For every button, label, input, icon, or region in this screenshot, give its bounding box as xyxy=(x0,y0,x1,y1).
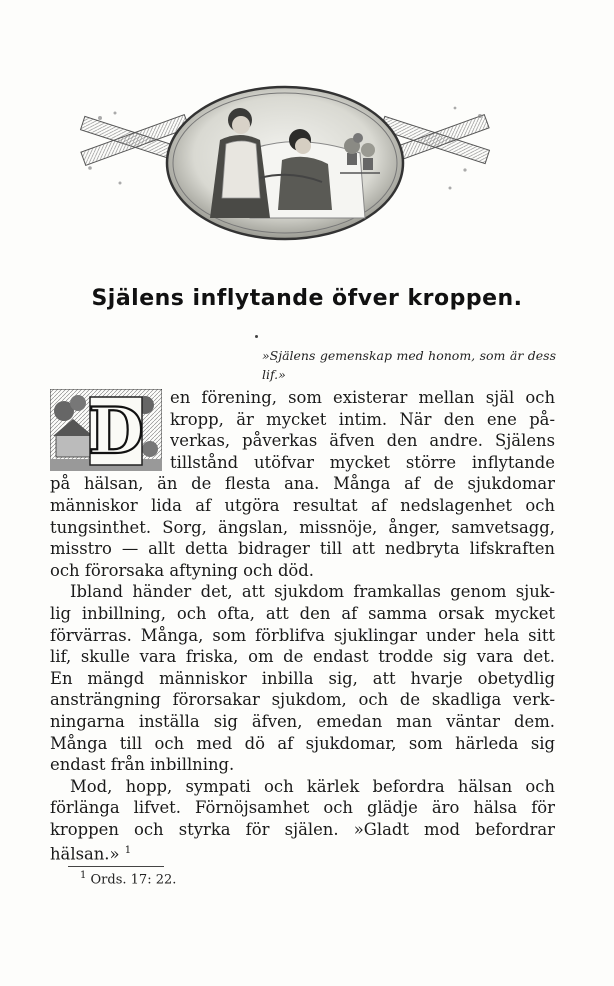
text-line: förlänga lifvet. Förnöjsamhet och glädje äro hälsa för xyxy=(50,798,555,818)
body-text xyxy=(50,387,555,862)
text-line: kroppen och styrka för själen. »Gladt mod befordrar xyxy=(50,819,555,839)
text-line: En mängd människor inbilla sig, att hvarje obetydlig xyxy=(50,668,555,688)
text-line: lif, skulle vara friska, om de endast trodde sig vara det. xyxy=(50,647,555,667)
footnote xyxy=(80,870,176,887)
text-line: ningarna inställa sig äfven, emedan man väntar dem. xyxy=(50,711,555,731)
text-line: misstro — allt detta bidrager till att nedbryta lifskraften xyxy=(50,539,555,559)
text-line: på hälsan, än de flesta ana. Många af de sjukdomar xyxy=(50,474,555,494)
text-line: människor lida af utgöra resultat af nedslagenhet och xyxy=(50,495,555,515)
footnote-rule xyxy=(68,866,164,867)
text-line: Mod, hopp, sympati och kärlek befordra hälsan och xyxy=(70,776,555,796)
text-line: tungsinthet. Sorg, ängslan, missnöje, ånger, samvetsagg, xyxy=(50,517,555,537)
header-illustration xyxy=(60,78,510,248)
ornament-dot xyxy=(255,335,258,338)
text-line: endast från inbillning. xyxy=(50,755,235,775)
text-line: verkas, påverkas äfven den andre. Själens xyxy=(170,431,555,451)
text-line: en förening, som existerar mellan själ och xyxy=(170,388,555,407)
text-line: Många till och med dö af sjukdomar, som härleda sig xyxy=(50,733,555,753)
text-line: och förorsaka aftyning och död. xyxy=(50,560,315,580)
text-line: tillstånd utöfvar mycket större inflytande xyxy=(170,452,555,472)
epigraph: »Själens gemenskap med honom, som är dess lif.» xyxy=(262,348,556,382)
text-line: hälsan.» xyxy=(50,844,120,863)
chapter-title: Själens inflytande öfver kroppen. xyxy=(91,286,523,311)
drop-cap-letter: D xyxy=(88,394,144,469)
text-line-with-footnote xyxy=(50,840,555,862)
text-line: lig inbillning, och ofta, att den af samma orsak mycket xyxy=(50,603,555,623)
text-line: ansträngning förorsakar sjukdom, och de skadliga verk- xyxy=(50,690,555,710)
footnote-reference[interactable]: 1 xyxy=(124,845,132,857)
text-line: Ibland händer det, att sjukdom framkallas genom sjuk- xyxy=(70,582,555,602)
footnote-text: Ords. 17: 22. xyxy=(90,872,177,888)
text-line: förvärras. Många, som förblifva sjuklingar under hela sitt xyxy=(50,625,555,645)
text-line: kropp, är mycket intim. När den ene på- xyxy=(170,409,555,429)
footnote-marker: 1 xyxy=(80,870,87,881)
